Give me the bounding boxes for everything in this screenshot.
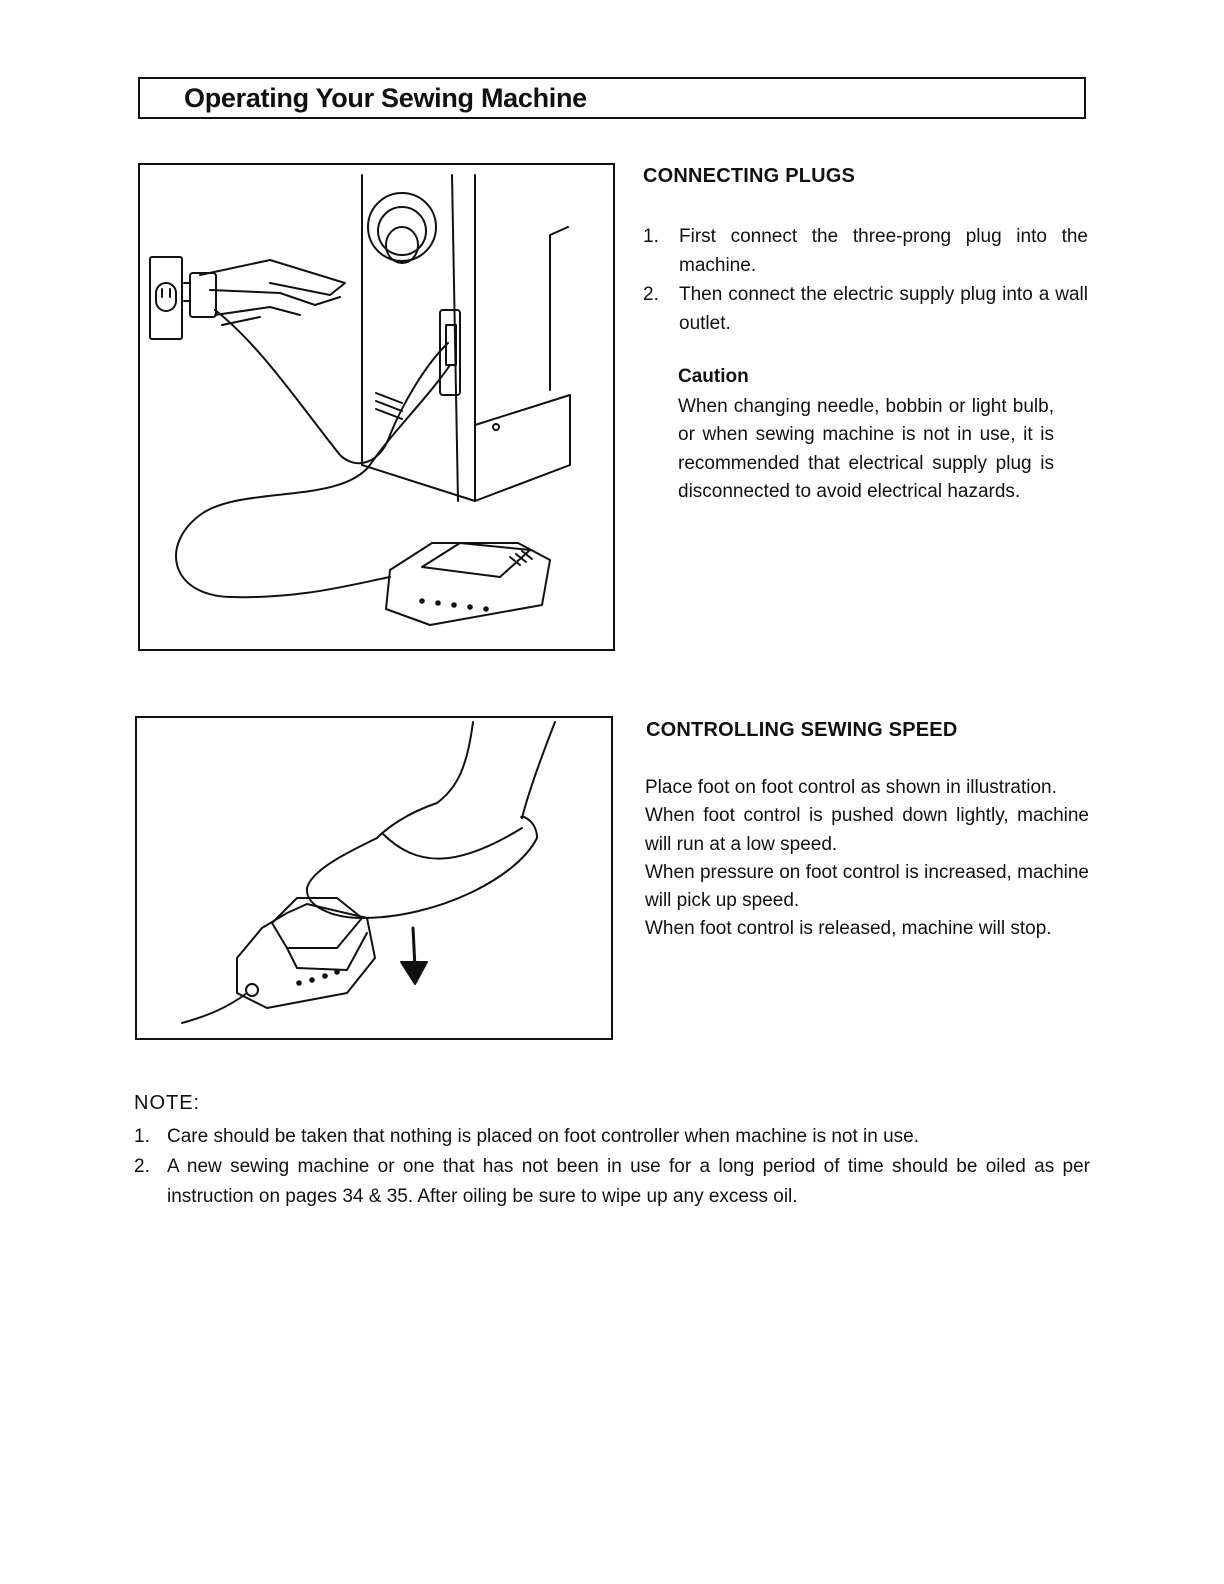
caution-text: When changing needle, bobbin or light bulb, or when sewing machine is not in use, it is recommended that electrical supply plug is disconnected to avoid electrical hazards. bbox=[678, 396, 1054, 503]
note-text: Care should be taken that nothing is placed on foot controller when machine is not in use. bbox=[167, 1126, 920, 1147]
foot-control-cord bbox=[176, 365, 450, 597]
step bbox=[643, 222, 1088, 280]
connecting-steps bbox=[643, 222, 1088, 338]
step-number: 1. bbox=[643, 226, 659, 247]
note-number: 1. bbox=[134, 1126, 150, 1147]
sewing-speed-text bbox=[645, 774, 1089, 944]
paragraph: When pressure on foot control is increased, machine will pick up speed. bbox=[645, 861, 1089, 912]
note-item bbox=[134, 1122, 1090, 1152]
foot-control-illustration bbox=[135, 716, 613, 1040]
note-number: 2. bbox=[134, 1156, 150, 1177]
note-title: NOTE: bbox=[134, 1092, 201, 1114]
paragraph: When foot control is pushed down lightly, machine will run at a low speed. bbox=[645, 805, 1089, 855]
note-text: A new sewing machine or one that has not been in use for a long period of time should be oiled as per instruction on pages 34 & 35. After oiling be sure to wipe up any excess oil. bbox=[167, 1156, 1090, 1207]
step-text: First connect the three-prong plug into the machine. bbox=[679, 226, 1088, 276]
cord bbox=[182, 993, 247, 1023]
paragraph: When foot control is released, machine will stop. bbox=[645, 918, 1052, 940]
page-title-box bbox=[138, 77, 1086, 119]
connecting-plugs-illustration bbox=[138, 163, 615, 651]
note-item bbox=[134, 1152, 1090, 1212]
power-cord bbox=[215, 310, 448, 463]
paragraph: Place foot on foot control as shown in illustration. bbox=[645, 777, 1057, 798]
caution-title: Caution bbox=[678, 366, 749, 387]
wall-outlet bbox=[150, 257, 182, 339]
page-title: Operating Your Sewing Machine bbox=[184, 83, 587, 113]
connecting-plugs-heading: CONNECTING PLUGS bbox=[643, 165, 856, 187]
note-list bbox=[134, 1122, 1090, 1212]
step-number: 2. bbox=[643, 284, 659, 305]
sewing-speed-heading: CONTROLLING SEWING SPEED bbox=[646, 719, 958, 741]
step-text: Then connect the electric supply plug into a wall outlet. bbox=[679, 284, 1088, 334]
step bbox=[643, 280, 1088, 338]
leg bbox=[437, 722, 555, 818]
